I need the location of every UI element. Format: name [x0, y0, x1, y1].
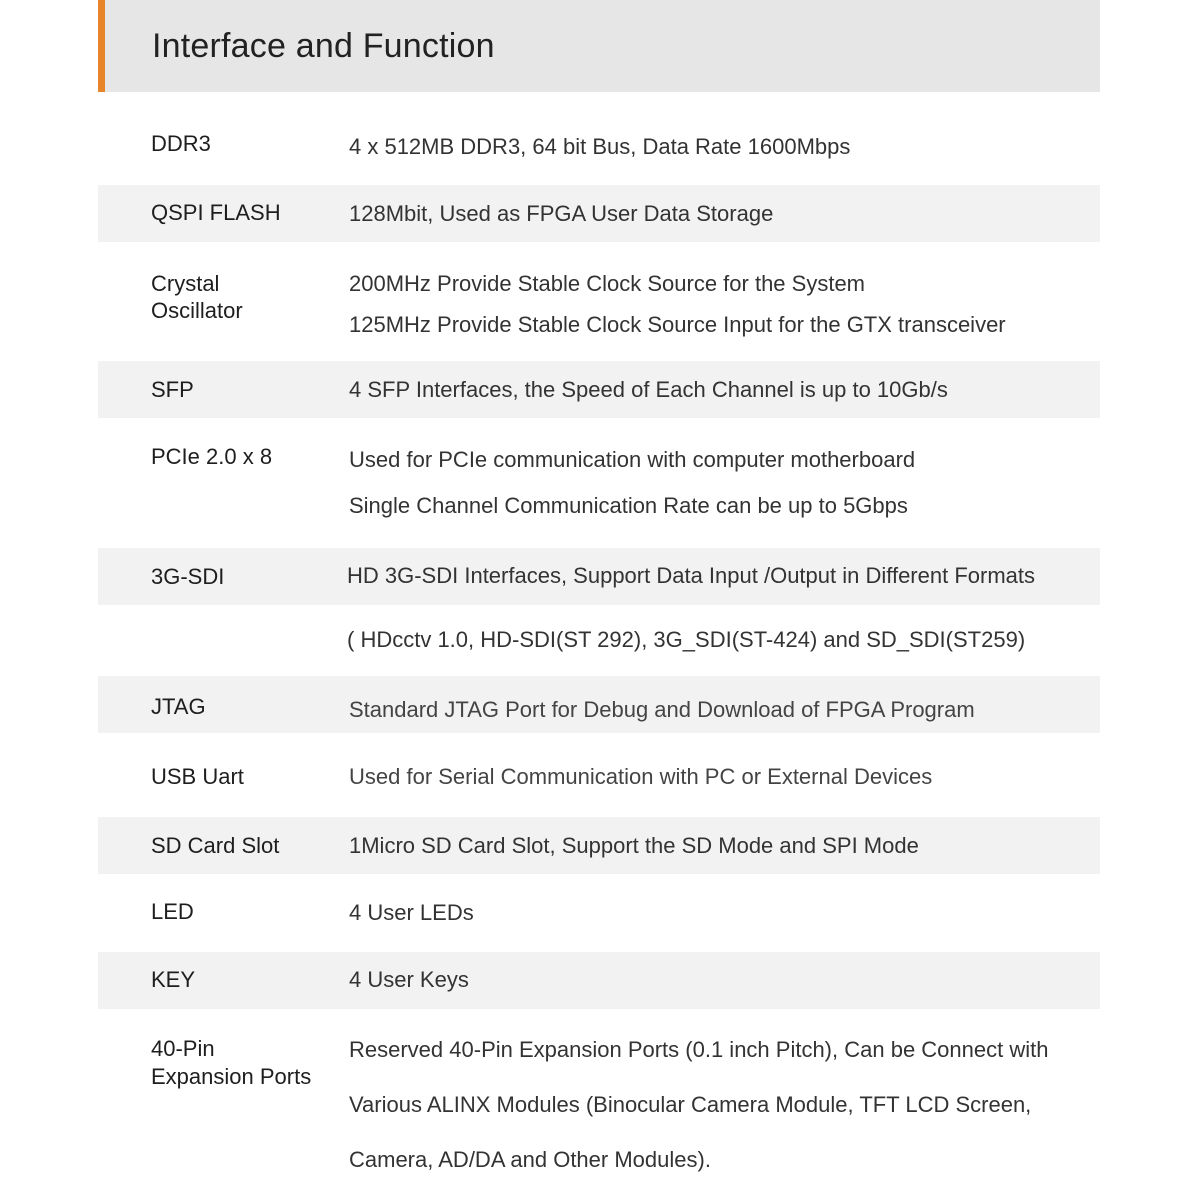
spec-label-sfp: SFP [151, 377, 194, 402]
spec-value-jtag: Standard JTAG Port for Debug and Download of FPGA Program [349, 697, 975, 722]
spec-label-led: LED [151, 899, 194, 924]
spec-label-qspi-flash: QSPI FLASH [151, 200, 281, 225]
spec-label-usb-uart: USB Uart [151, 764, 244, 789]
spec-value-pcie-line2: Single Channel Communication Rate can be up to 5Gbps [349, 493, 908, 518]
spec-value-crystal-oscillator-line1: 200MHz Provide Stable Clock Source for the System [349, 271, 866, 296]
spec-value-key: 4 User Keys [349, 967, 469, 992]
spec-value-sfp: 4 SFP Interfaces, the Speed of Each Channel is up to 10Gb/s [349, 377, 948, 402]
header-accent-bar [98, 0, 105, 92]
spec-value-sd-card-slot: 1Micro SD Card Slot, Support the SD Mode and SPI Mode [349, 833, 919, 858]
spec-value-led: 4 User LEDs [349, 900, 474, 925]
spec-label-jtag: JTAG [151, 694, 206, 719]
spec-value-usb-uart: Used for Serial Communication with PC or External Devices [349, 764, 933, 789]
spec-value-pcie-line1: Used for PCIe communication with computer motherboard [349, 447, 916, 472]
spec-value-expansion-ports-line1: Reserved 40-Pin Expansion Ports (0.1 inch Pitch), Can be Connect with [349, 1037, 1049, 1062]
spec-value-ddr3: 4 x 512MB DDR3, 64 bit Bus, Data Rate 1600Mbps [349, 134, 851, 159]
spec-label-pcie: PCIe 2.0 x 8 [151, 444, 273, 469]
spec-value-qspi-flash: 128Mbit, Used as FPGA User Data Storage [349, 201, 774, 226]
spec-label-crystal-oscillator-line1: Crystal [151, 271, 220, 296]
spec-value-3g-sdi-line2: ( HDcctv 1.0, HD-SDI(ST 292), 3G_SDI(ST-424) and SD_SDI(ST259) [347, 627, 1026, 652]
spec-label-ddr3: DDR3 [151, 131, 211, 156]
section-header [98, 0, 1100, 92]
spec-label-expansion-ports-line1: 40-Pin [151, 1036, 215, 1061]
spec-value-expansion-ports-line3: Camera, AD/DA and Other Modules). [349, 1147, 711, 1172]
row-band [98, 952, 1100, 1009]
spec-label-expansion-ports-line2: Expansion Ports [151, 1064, 312, 1089]
spec-label-key: KEY [151, 967, 196, 992]
spec-value-expansion-ports-line2: Various ALINX Modules (Binocular Camera Module, TFT LCD Screen, [349, 1092, 1032, 1117]
spec-label-sd-card-slot: SD Card Slot [151, 833, 280, 858]
spec-value-crystal-oscillator-line2: 125MHz Provide Stable Clock Source Input for the GTX transceiver [349, 312, 1006, 337]
section-title: Interface and Function [152, 27, 495, 65]
spec-value-3g-sdi-line1: HD 3G-SDI Interfaces, Support Data Input /Output in Different Formats [347, 563, 1036, 588]
spec-label-3g-sdi: 3G-SDI [151, 564, 225, 589]
spec-label-crystal-oscillator-line2: Oscillator [151, 298, 243, 323]
